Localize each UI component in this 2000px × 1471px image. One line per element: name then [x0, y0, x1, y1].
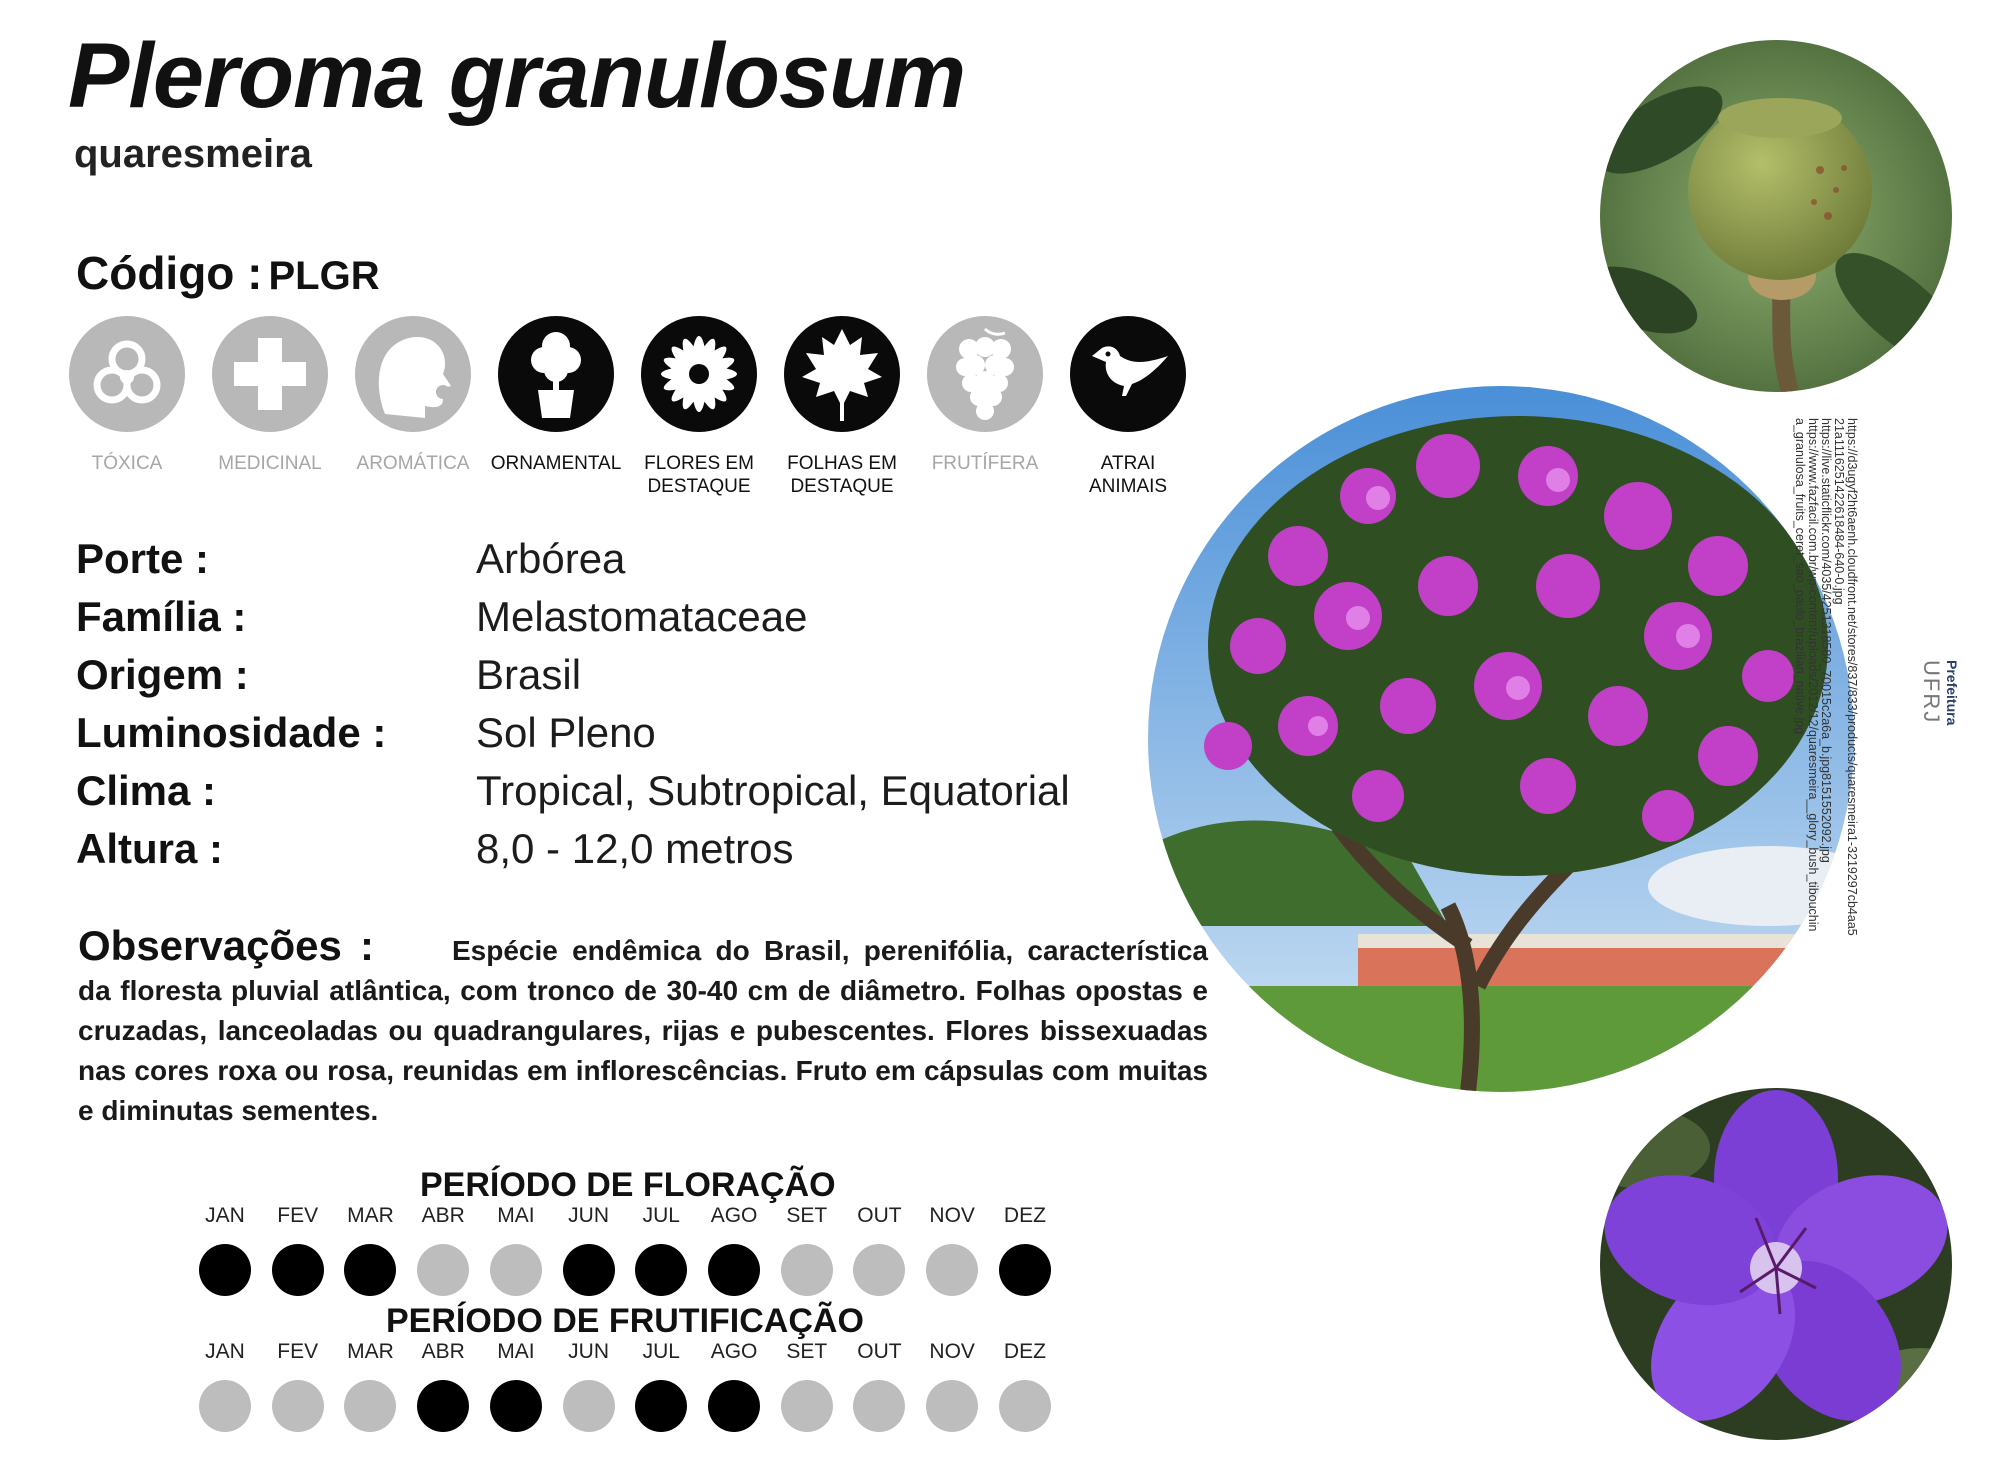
attribute-clima [76, 762, 1070, 820]
month-indicator-dot [926, 1244, 978, 1296]
credit-url-1: https://d3ugyf2ht6aenh.cloudfront.net/stores/837/833/products/quaresmeira1-3219297cb4aa521a1116251422618484-640-0.jpg [1832, 418, 1859, 936]
observations [78, 922, 1208, 1131]
month-8 [777, 1340, 837, 1432]
attribute-value: Tropical, Subtropical, Equatorial [476, 767, 1070, 814]
month-indicator-dot [708, 1244, 760, 1296]
category-label: FLORES EM [644, 453, 754, 474]
month-label: MAR [347, 1204, 394, 1227]
biohazard-icon [69, 316, 185, 432]
month-indicator-dot [563, 1244, 615, 1296]
month-label: FEV [277, 1204, 319, 1227]
attribute-label: Família : [76, 593, 247, 640]
month-0 [195, 1340, 255, 1432]
species-common-name: quaresmeira [74, 132, 312, 176]
month-label: JUL [642, 1340, 680, 1363]
fruiting-months [195, 1340, 1055, 1432]
logo-line-1: Prefeitura [1944, 660, 1960, 726]
fruiting-period-title: PERÍODO DE FRUTIFICAÇÃO [386, 1302, 864, 1340]
observations-text: Espécie endêmica do Brasil, perenifólia, característica da floresta pluvial atlântica, com tronco de 30-40 cm de diâmetro. Folhas opostas e cruzadas, lanceoladas ou quadrangulares, rijas e pubescentes. Flores bissexuadas nas cores roxa ou rosa, reunidas em inflorescências. Fruto em cápsulas com muitas e diminutas sementes. [78, 935, 1208, 1126]
category-medicinal [195, 316, 345, 475]
month-label: JUN [568, 1204, 610, 1227]
month-indicator-dot [999, 1380, 1051, 1432]
month-9 [849, 1340, 909, 1432]
tree-photo [1148, 386, 1854, 1092]
month-0 [195, 1204, 255, 1296]
month-label: JUL [642, 1204, 680, 1227]
category-atrai-animais [1053, 316, 1203, 498]
month-7 [704, 1204, 764, 1296]
species-scientific-name: Pleroma granulosum [68, 25, 966, 127]
fruit-photo [1600, 40, 1952, 392]
category-ornamental [481, 316, 631, 475]
aroma-head-icon [355, 316, 471, 432]
month-label: MAI [497, 1340, 535, 1363]
month-11 [995, 1340, 1055, 1432]
month-10 [922, 1340, 982, 1432]
month-indicator-dot [417, 1380, 469, 1432]
logo-line-2: UFRJ [1919, 660, 1944, 725]
attribute-value: Melastomataceae [476, 593, 808, 640]
grapes-icon [927, 316, 1043, 432]
month-11 [995, 1204, 1055, 1296]
month-1 [268, 1204, 328, 1296]
month-5 [559, 1204, 619, 1296]
month-indicator-dot [999, 1244, 1051, 1296]
month-label: DEZ [1003, 1340, 1046, 1363]
month-6 [631, 1340, 691, 1432]
month-label: AGO [710, 1340, 758, 1363]
month-4 [486, 1340, 546, 1432]
month-1 [268, 1340, 328, 1432]
potted-tree-icon [498, 316, 614, 432]
month-indicator-dot [344, 1244, 396, 1296]
category-label-2: DESTAQUE [790, 476, 894, 497]
month-label: MAI [497, 1204, 535, 1227]
attribute-label: Altura : [76, 825, 223, 872]
category-toxica [52, 316, 202, 475]
attribute-porte [76, 530, 1070, 588]
month-label: JAN [205, 1340, 245, 1363]
month-indicator-dot [853, 1244, 905, 1296]
month-indicator-dot [417, 1244, 469, 1296]
month-indicator-dot [635, 1244, 687, 1296]
attribute-label: Clima : [76, 767, 217, 814]
attribute-luminosidade [76, 704, 1070, 762]
month-indicator-dot [781, 1244, 833, 1296]
bird-icon [1070, 316, 1186, 432]
month-label: NOV [929, 1204, 975, 1227]
month-indicator-dot [635, 1380, 687, 1432]
month-7 [704, 1340, 764, 1432]
attribute-value: Brasil [476, 651, 582, 698]
category-label: AROMÁTICA [356, 453, 470, 474]
month-label: DEZ [1003, 1204, 1046, 1227]
attribute-label: Luminosidade : [76, 709, 387, 756]
month-label: FEV [277, 1340, 319, 1363]
species-code [76, 246, 380, 300]
category-frutifera [910, 316, 1060, 475]
month-indicator-dot [490, 1380, 542, 1432]
flower-photo [1600, 1088, 1952, 1440]
month-indicator-dot [708, 1380, 760, 1432]
prefeitura-ufrj-logo [1918, 660, 1960, 725]
month-3 [413, 1204, 473, 1296]
month-3 [413, 1340, 473, 1432]
attribute-label: Origem : [76, 651, 249, 698]
month-2 [340, 1340, 400, 1432]
code-label: Código : [76, 247, 263, 299]
credit-url-2: https://live.staticflickr.com/4035/4251318580_70015c2a6a_b.jpg8151552092.jpg [1819, 418, 1833, 863]
month-indicator-dot [926, 1380, 978, 1432]
category-label: MEDICINAL [218, 453, 322, 474]
flower-icon [641, 316, 757, 432]
category-label: ATRAI [1100, 453, 1156, 474]
attribute-value: Arbórea [476, 535, 626, 582]
flowering-months [195, 1204, 1055, 1296]
month-label: SET [786, 1340, 828, 1363]
image-credits [1776, 418, 1858, 938]
month-9 [849, 1204, 909, 1296]
attribute-altura [76, 820, 1070, 878]
month-indicator-dot [490, 1244, 542, 1296]
month-label: MAR [347, 1340, 394, 1363]
attribute-label: Porte : [76, 535, 210, 582]
observations-label: Observações : [78, 922, 374, 969]
month-indicator-dot [344, 1380, 396, 1432]
category-label: FRUTÍFERA [931, 453, 1039, 474]
month-label: ABR [421, 1204, 465, 1227]
category-label: ORNAMENTAL [490, 453, 622, 474]
category-label-2: DESTAQUE [647, 476, 751, 497]
month-indicator-dot [199, 1380, 251, 1432]
month-indicator-dot [199, 1244, 251, 1296]
month-8 [777, 1204, 837, 1296]
month-5 [559, 1340, 619, 1432]
month-label: ABR [421, 1340, 465, 1363]
attribute-familia [76, 588, 1070, 646]
attributes-list [76, 530, 1070, 878]
month-label: SET [786, 1204, 828, 1227]
month-10 [922, 1204, 982, 1296]
month-indicator-dot [272, 1380, 324, 1432]
month-label: JUN [568, 1340, 610, 1363]
month-indicator-dot [853, 1380, 905, 1432]
medical-cross-icon [212, 316, 328, 432]
category-folhas [767, 316, 917, 498]
category-aromatica [338, 316, 488, 475]
month-4 [486, 1204, 546, 1296]
attribute-value: 8,0 - 12,0 metros [476, 825, 794, 872]
code-value: PLGR [268, 254, 380, 298]
month-label: NOV [929, 1340, 975, 1363]
attribute-value: Sol Pleno [476, 709, 656, 756]
leaf-icon [784, 316, 900, 432]
category-label: TÓXICA [91, 453, 163, 474]
attribute-origem [76, 646, 1070, 704]
month-indicator-dot [272, 1244, 324, 1296]
month-label: OUT [857, 1204, 902, 1227]
month-indicator-dot [781, 1380, 833, 1432]
month-label: AGO [710, 1204, 758, 1227]
month-label: OUT [857, 1340, 902, 1363]
month-6 [631, 1204, 691, 1296]
flowering-period-title: PERÍODO DE FLORAÇÃO [420, 1166, 836, 1204]
month-label: JAN [205, 1204, 245, 1227]
category-label: FOLHAS EM [787, 453, 897, 474]
month-indicator-dot [563, 1380, 615, 1432]
category-flores [624, 316, 774, 498]
month-2 [340, 1204, 400, 1296]
credit-url-3: https://www.fazfacil.com.br/wp-content/uploads/2012/12/quaresmeira__glory_bush_tibouchina_granulosa_fruits_ceret_sao_paulo_brazilian_native.jpg [1793, 418, 1820, 932]
category-label-2: ANIMAIS [1088, 476, 1168, 497]
